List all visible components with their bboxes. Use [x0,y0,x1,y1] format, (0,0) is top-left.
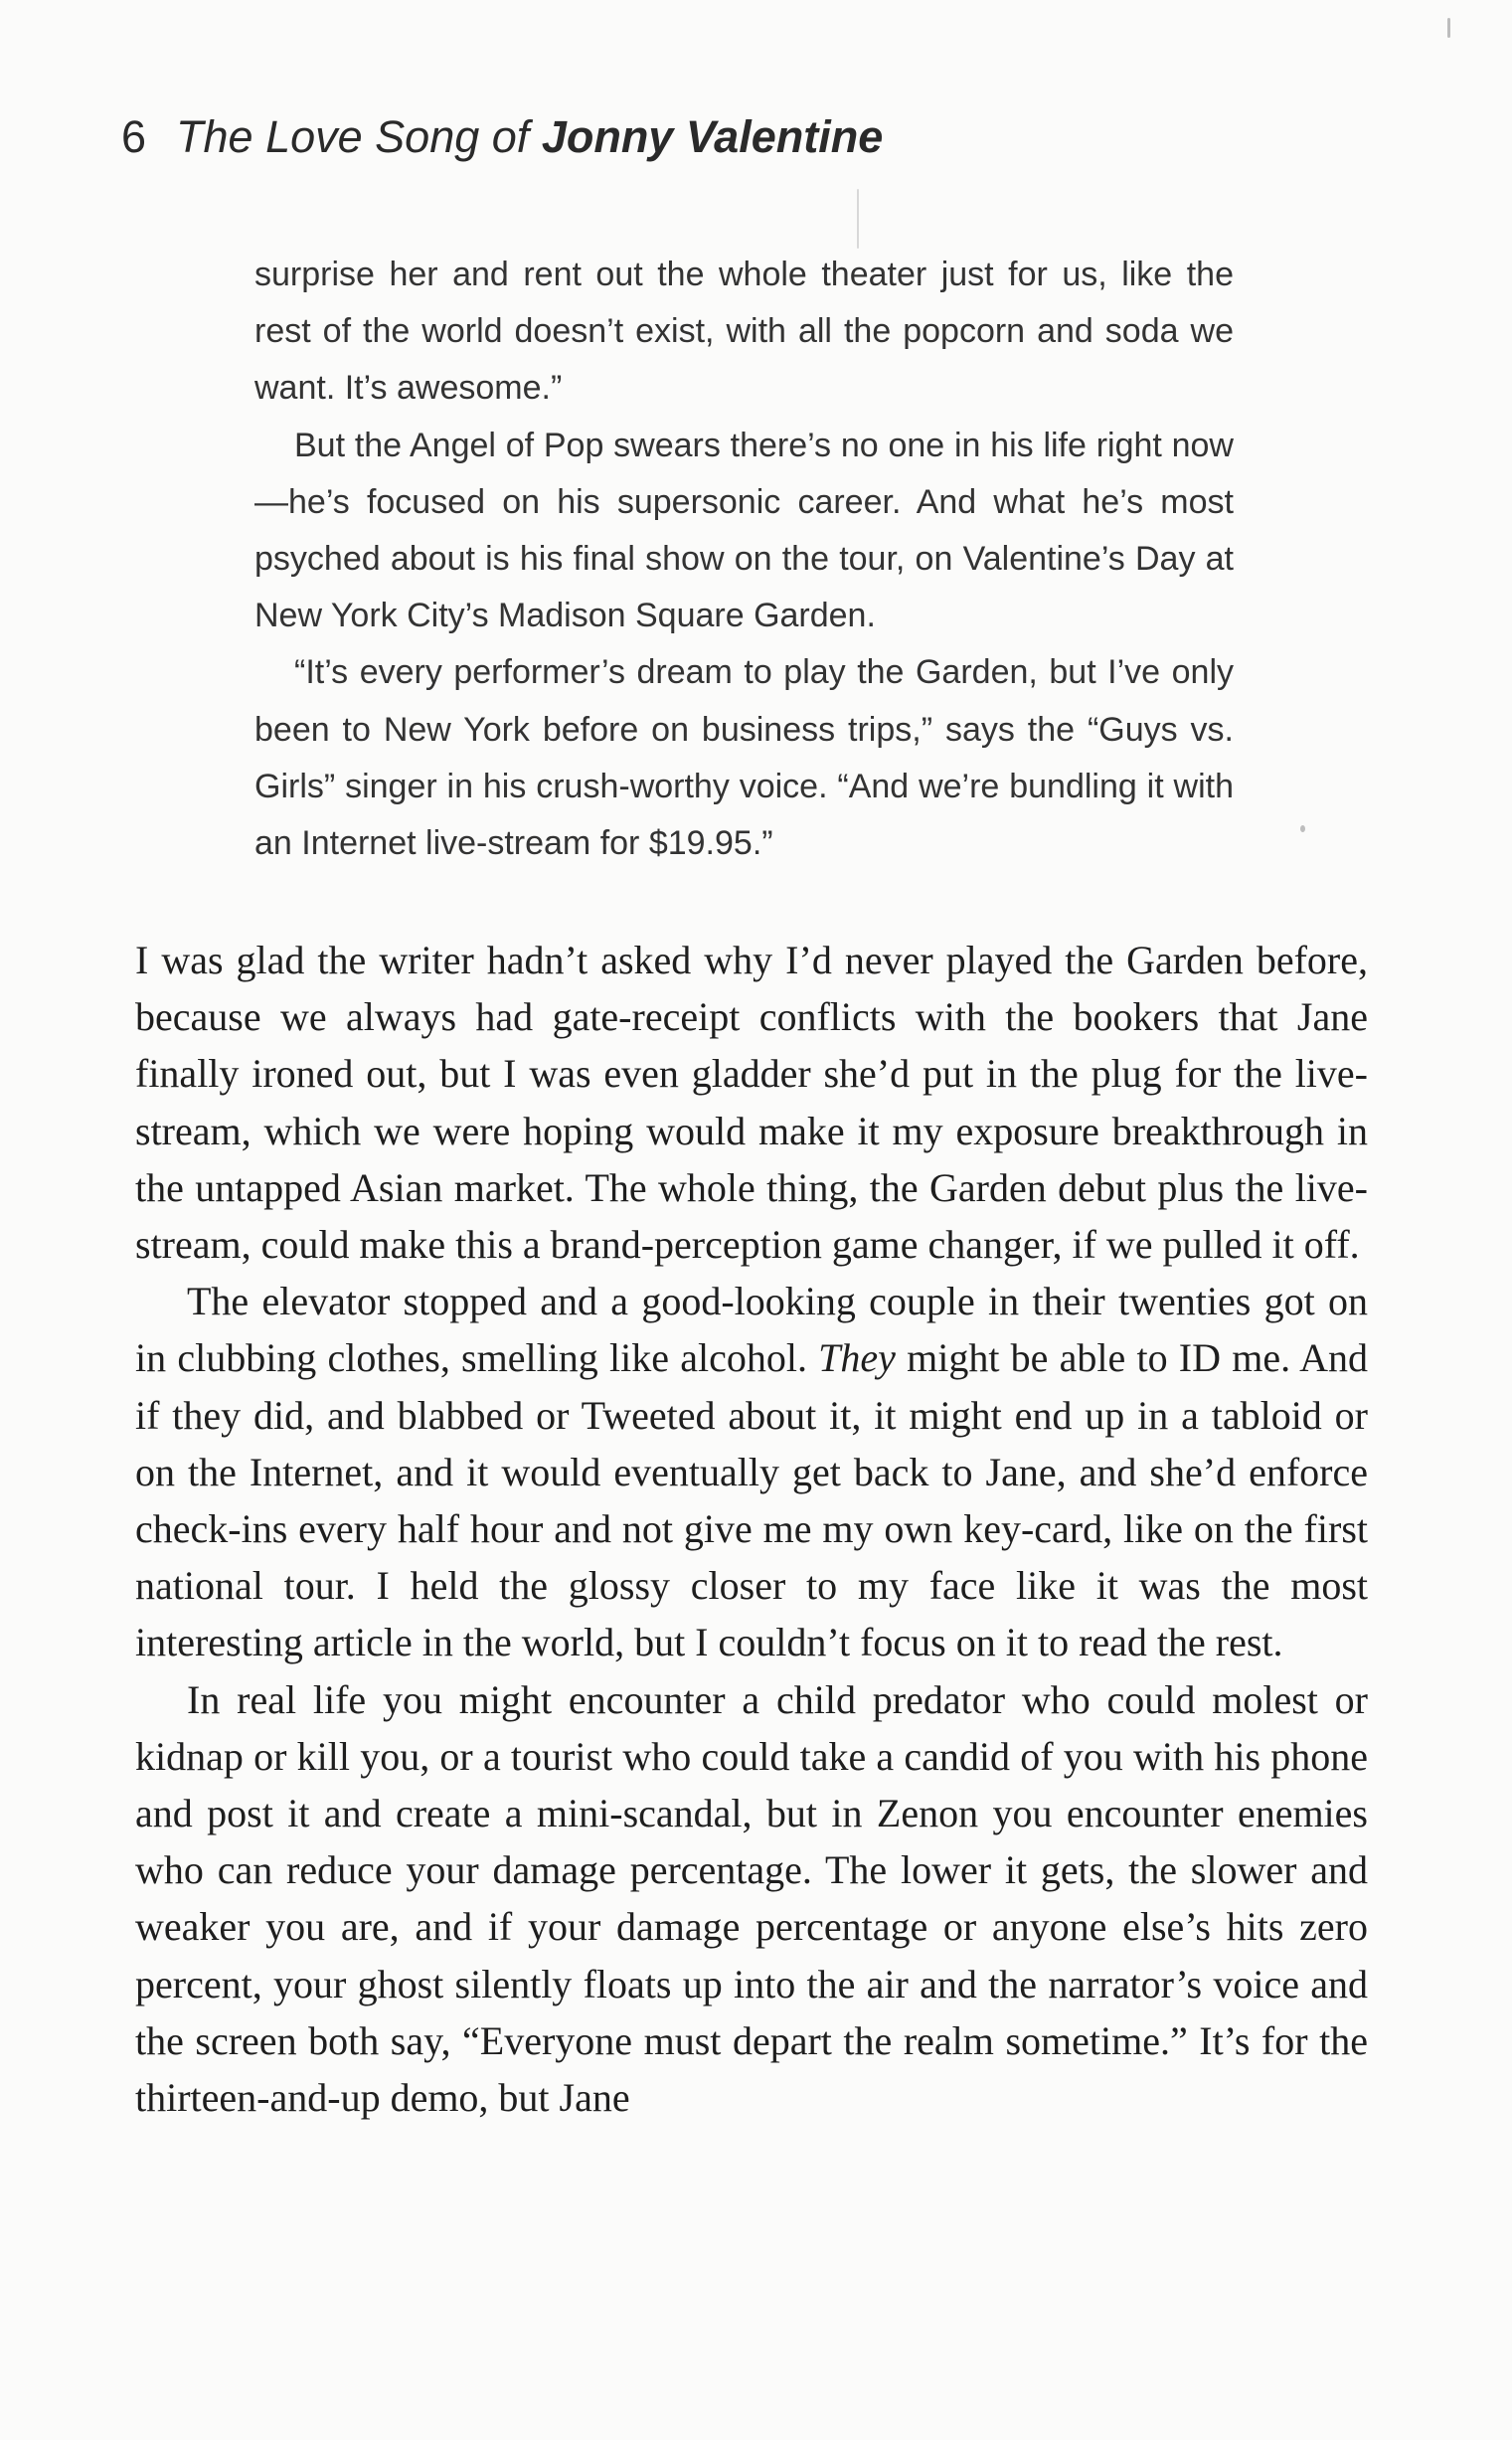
scan-speck [1300,825,1305,832]
body-paragraph-2-end: might be able to ID me. And if they did, and blabbed or Tweeted about it, it might end up in a tabloid or on the Internet, and it would eventually get back to Jane, and she’d enforce check-ins every half hour and not give me my own key-card, like on the first national tour. I held the glossy closer to my face like it was the most interesting article in the world, but I couldn’t focus on it to read the rest. [135,1335,1368,1665]
body-text [135,932,1368,2126]
scan-speck [1447,18,1450,38]
quote-paragraph-2: But the Angel of Pop swears there’s no one in his life right now—he’s focused on his supersonic career. And what he’s most psyched about is his final show on the tour, on Valentine’s Day at New York City’s Madison Square Garden. [254,426,1234,635]
running-head [121,111,883,163]
body-paragraph-2-start: The elevator stopped and a good-looking couple in their twenties got on in clubbing clothes, smelling like alcohol. [135,1279,1368,1381]
body-paragraph-2 [135,1273,1368,1670]
body-paragraph-1: I was glad the writer hadn’t asked why I’d never played the Garden before, because we always had gate-receipt conflicts with the bookers that Jane finally ironed out, but I was even gladder she’d put in the plug for the live-stream, which we were hoping would make it my exposure breakthrough in the untapped Asian market. The whole thing, the Garden debut plus the live-stream, could make this a brand-perception game changer, if we pulled it off. [135,938,1368,1268]
page-number: 6 [121,111,147,162]
quote-paragraph-1: surprise her and rent out the whole theater just for us, like the rest of the world doesn’t exist, with all the popcorn and soda we want. It’s awesome.” [254,256,1234,408]
book-title-prefix: The Love Song of [176,111,530,162]
book-title-name: Jonny Valentine [541,111,884,162]
scan-speck [857,189,859,249]
magazine-quote-block [254,247,1234,872]
quote-paragraph-3: “It’s every performer’s dream to play the Garden, but I’ve only been to New York before on business trips,” says the “Guys vs. Girls” singer in his crush-worthy voice. “And we’re bundling it with an Internet live-stream for $19.95.” [254,653,1234,863]
body-paragraph-3: In real life you might encounter a child predator who could molest or kidnap or kill you, or a tourist who could take a candid of you with his phone and post it and create a mini-scandal, but in Zenon you encounter enemies who can reduce your damage percentage. The lower it gets, the slower and weaker you are, and if your damage percentage or anyone else’s hits zero percent, your ghost silently floats up into the air and the narrator’s voice and the screen both say, “Everyone must depart the realm sometime.” It’s for the thirteen-and-up demo, but Jane [135,1676,1368,2121]
body-paragraph-2-emphasis: They [818,1335,896,1381]
